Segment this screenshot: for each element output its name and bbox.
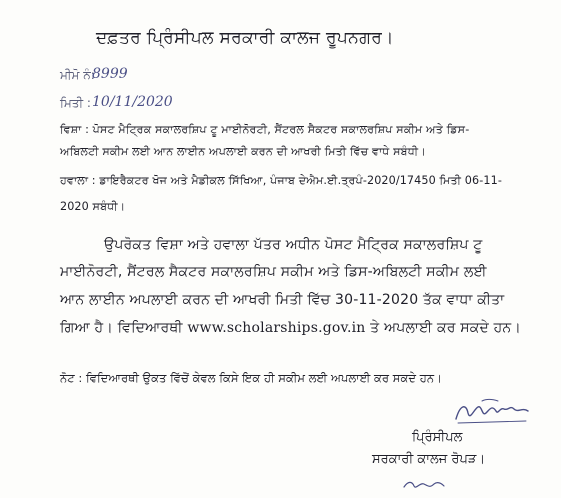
signatory-title: ਪ੍ਰਿੰਸੀਪਲ xyxy=(412,430,463,445)
memo-number: 8999 xyxy=(92,66,128,82)
note-text: ਨੋਟ : ਵਿਦਿਆਰਥੀ ਉਕਤ ਵਿੱਚੋਂ ਕੇਵਲ ਕਿਸੇ ਇਕ ਹੀ ਸਕੀਮ ਲਈ ਅਪਲਾਈ ਕਰ ਸਕਦੇ ਹਨ। xyxy=(60,371,442,385)
subject-line-1: ਵਿਸ਼ਾ : ਪੋਸਟ ਮੈਟ੍ਰਿਕ ਸਕਾਲਰਸ਼ਿਪ ਟੂ ਮਾਈਨੋਰਟੀ, ਸੈਂਟਰਲ ਸੈਕਟਰ ਸਕਾਲਰਸ਼ਿਪ ਸਕੀਮ ਅਤੇ ਡਿਸ- xyxy=(60,123,470,136)
scholarship-portal-url: www.scholarships.gov.in xyxy=(187,320,366,336)
office-title: ਦਫ਼ਤਰ ਪ੍ਰਿੰਸੀਪਲ ਸਰਕਾਰੀ ਕਾਲਜ ਰੂਪਨਗਰ। xyxy=(96,28,394,48)
date-label: ਮਿਤੀ : xyxy=(60,96,91,110)
handwritten-initials xyxy=(402,478,446,492)
memo-label: ਮੀਮੋ ਨੰ: xyxy=(60,68,95,82)
body-line-2: ਮਾਈਨੋਰਟੀ, ਸੈਂਟਰਲ ਸੈਕਟਰ ਸਕਾਲਰਸ਼ਿਪ ਸਕੀਮ ਅਤੇ ਡਿਸ-ਅਬਿਲਟੀ ਸਕੀਮ ਲਈ xyxy=(60,264,487,280)
reference-line-1: ਹਵਾਲਾ : ਡਾਇਰੈਕਟਰ ਖੋਜ ਅਤੇ ਮੈਡੀਕਲ ਸਿੱਖਿਆ, ਪੰਜਾਬ ਦੇਐਮ.ਈ.ਤ੍ਰਪੰ-2020/17450 ਮਿਤੀ 06-11- xyxy=(60,174,502,187)
subject-line-2: ਅਬਿਲਟੀ ਸਕੀਮ ਲਈ ਆਨ ਲਾਈਨ ਅਪਲਾਈ ਕਰਨ ਦੀ ਆਖਰੀ ਮਿਤੀ ਵਿੱਚ ਵਾਧੇ ਸਬੰਧੀ। xyxy=(60,145,426,158)
signatory-college: ਸਰਕਾਰੀ ਕਾਲਜ ਰੋਪੜ। xyxy=(372,452,486,467)
body-line-4-post: ਤੇ ਅਪਲਾਈ ਕਰ ਸਕਦੇ ਹਨ। xyxy=(370,320,522,336)
date-value: 10/11/2020 xyxy=(92,94,173,110)
body-line-1: ਉਪਰੋਕਤ ਵਿਸ਼ਾ ਅਤੇ ਹਵਾਲਾ ਪੱਤਰ ਅਧੀਨ ਪੋਸਟ ਮੈਟ੍ਰਿਕ ਸਕਾਲਰਸ਼ਿਪ ਟੂ xyxy=(104,237,483,253)
body-line-3: ਆਨ ਲਾਈਨ ਅਪਲਾਈ ਕਰਨ ਦੀ ਆਖਰੀ ਮਿਤੀ ਵਿੱਚ 30-11-2020 ਤੱਕ ਵਾਧਾ ਕੀਤਾ xyxy=(60,292,505,308)
body-line-4 xyxy=(60,320,521,336)
reference-line-2: 2020 ਸਬੰਧੀ। xyxy=(60,200,126,213)
body-line-4-pre: ਗਿਆ ਹੈ। ਵਿਦਿਆਰਥੀ xyxy=(60,320,183,336)
handwritten-signature xyxy=(452,395,534,431)
